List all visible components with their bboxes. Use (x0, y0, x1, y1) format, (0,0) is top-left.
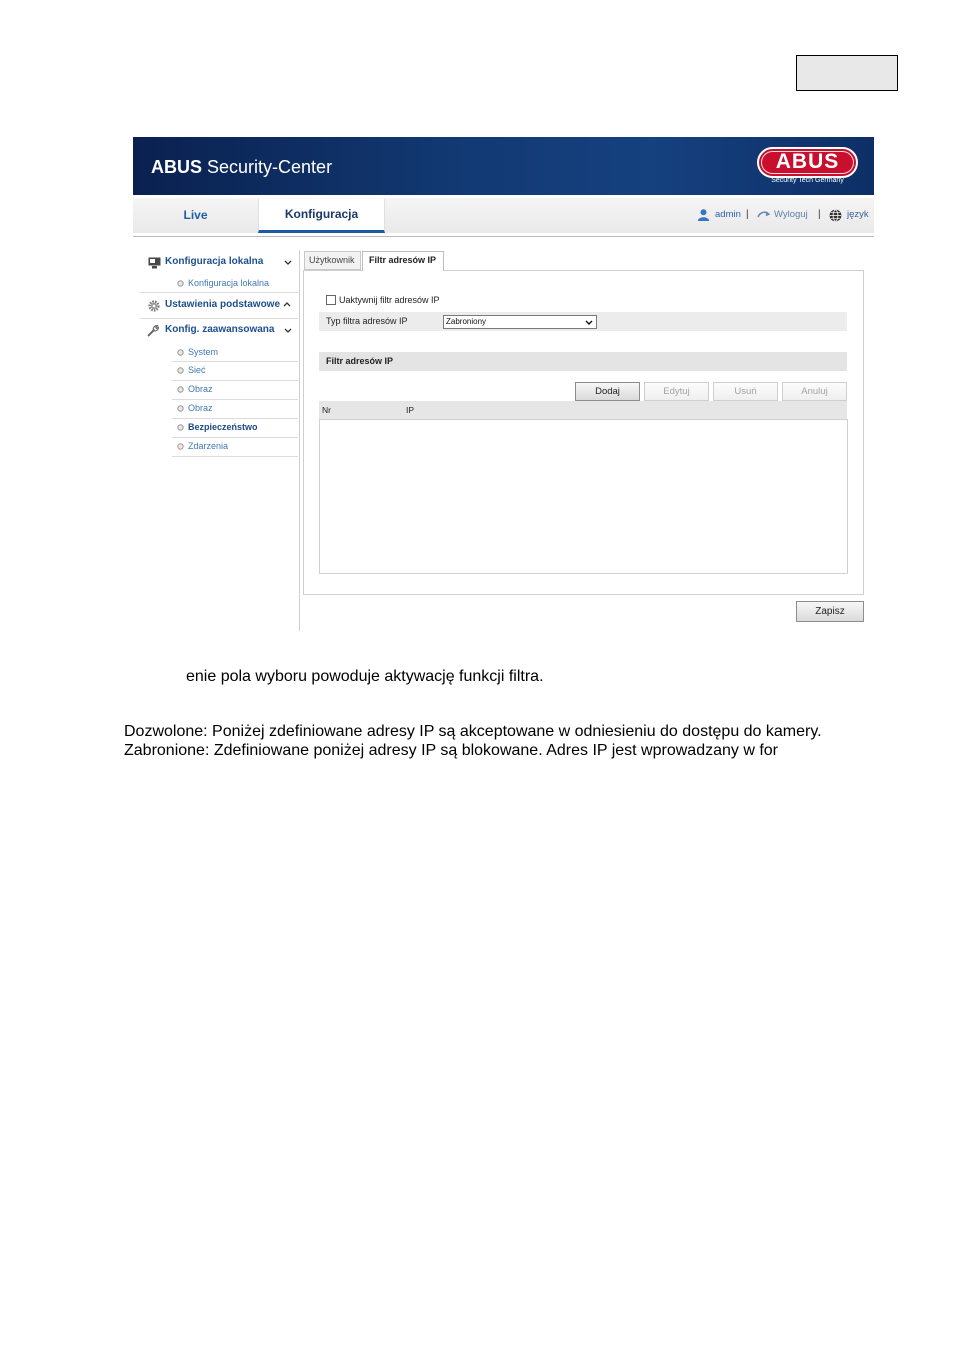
abus-logo-tagline: Security Tech Germany (771, 177, 844, 184)
enable-filter-row (326, 293, 446, 307)
page-marker-box (796, 55, 898, 91)
tab-konfiguracja[interactable] (258, 199, 385, 233)
sidebar-item-zdarzenia[interactable] (172, 439, 298, 454)
enable-filter-checkbox[interactable] (326, 295, 336, 305)
add-button[interactable]: Dodaj (575, 382, 640, 401)
user-menu[interactable] (697, 207, 743, 223)
language-label: język (847, 209, 869, 220)
filter-type-select[interactable] (443, 315, 597, 329)
sidebar-divider (172, 456, 298, 457)
chevron-down-icon (585, 320, 593, 325)
filter-type-label: Typ filtra adresów IP (326, 316, 408, 326)
tab-label: Live (183, 208, 208, 222)
sidebar-group-label: Konfiguracja lokalna (165, 256, 264, 267)
chevron-down-icon (284, 328, 292, 333)
bullet-icon (177, 349, 184, 356)
sidebar-item-label: Zdarzenia (188, 440, 229, 451)
app-title (151, 157, 332, 177)
sidebar-item-obraz-2[interactable] (172, 401, 298, 416)
nav-separator: | (818, 209, 821, 220)
logout-icon (757, 210, 771, 220)
tab-label: Filtr adresów IP (369, 255, 437, 265)
filter-type-value: Zabroniony (446, 317, 487, 326)
sidebar-item-obraz[interactable] (172, 382, 298, 397)
doc-paragraph-1: enie pola wyboru powoduje aktywację funkcji filtra. (186, 668, 544, 685)
doc-paragraph-2-line-1: Dozwolone: Poniżej zdefiniowane adresy IP są akceptowane w odniesieniu do dostępu do kamery. (124, 723, 822, 740)
user-icon (697, 209, 710, 221)
globe-icon (829, 209, 842, 222)
sidebar-item-label: Obraz (188, 383, 213, 394)
ip-list-section-header (319, 352, 847, 371)
sidebar-divider (140, 318, 298, 319)
ip-table-body[interactable] (319, 419, 848, 574)
ip-list-section-title: Filtr adresów IP (326, 356, 394, 366)
logout-link[interactable] (757, 207, 813, 223)
nav-separator: | (746, 209, 749, 220)
app-header (133, 137, 874, 195)
bullet-icon (177, 367, 184, 374)
sidebar-content-divider (299, 250, 300, 631)
doc-paragraph-2-line-2: Zabronione: Zdefiniowane poniżej adresy IP są blokowane. Adres IP jest wprowadzany w for (124, 742, 778, 759)
abus-logo (757, 147, 858, 178)
ip-table-header (319, 401, 847, 419)
sidebar-item-label: Obraz (188, 402, 213, 413)
wrench-icon (147, 324, 160, 337)
sidebar-item-konfiguracja-lokalna[interactable] (172, 276, 298, 291)
language-menu[interactable] (829, 207, 871, 223)
column-header-nr: Nr (322, 404, 331, 415)
app-title-brand: ABUS (151, 157, 203, 177)
tab-live[interactable] (133, 198, 258, 233)
sidebar-item-label: Bezpieczeństwo (188, 421, 258, 432)
top-nav (133, 198, 874, 233)
gear-icon (148, 300, 160, 312)
sidebar-item-bezpieczenstwo[interactable] (172, 420, 298, 435)
bullet-icon (177, 443, 184, 450)
tab-label: Użytkownik (309, 255, 355, 265)
bullet-icon (177, 386, 184, 393)
tab-filtr-adresow-ip[interactable] (362, 251, 444, 271)
sidebar-item-system[interactable] (172, 345, 298, 360)
tab-uzytkownik[interactable] (304, 251, 361, 270)
sidebar-item-label: Sieć (188, 364, 206, 375)
nav-divider (133, 236, 874, 237)
sidebar-item-label: Konfiguracja lokalna (188, 277, 270, 288)
sidebar-group-label: Ustawienia podstawowe (165, 299, 281, 310)
delete-button[interactable]: Usuń (713, 382, 778, 401)
bullet-icon (177, 280, 184, 287)
sidebar-group-label: Konfig. zaawansowana (165, 324, 275, 335)
logout-label: Wyloguj (774, 209, 808, 220)
sidebar-group-konfiguracja-lokalna[interactable] (140, 254, 298, 270)
app-title-product: Security-Center (207, 157, 333, 177)
edit-button[interactable]: Edytuj (644, 382, 709, 401)
monitor-icon (148, 257, 161, 269)
column-header-ip: IP (406, 404, 415, 415)
chevron-up-icon (283, 302, 291, 307)
save-button[interactable]: Zapisz (796, 601, 864, 622)
tab-label: Konfiguracja (284, 207, 359, 221)
sidebar-item-label: System (188, 346, 219, 357)
user-name: admin (715, 209, 741, 220)
bullet-icon (177, 424, 184, 431)
filter-type-row (319, 312, 847, 331)
sidebar-divider (140, 292, 298, 293)
sidebar-group-konfig-zaawansowana[interactable] (140, 322, 298, 338)
sidebar-group-ustawienia-podstawowe[interactable] (140, 298, 298, 313)
abus-logo-text: ABUS (775, 150, 840, 173)
bullet-icon (177, 405, 184, 412)
sidebar-item-siec[interactable] (172, 363, 298, 378)
chevron-down-icon (284, 260, 292, 265)
enable-filter-label: Uaktywnij filtr adresów IP (339, 294, 440, 305)
cancel-button[interactable]: Anuluj (782, 382, 847, 401)
